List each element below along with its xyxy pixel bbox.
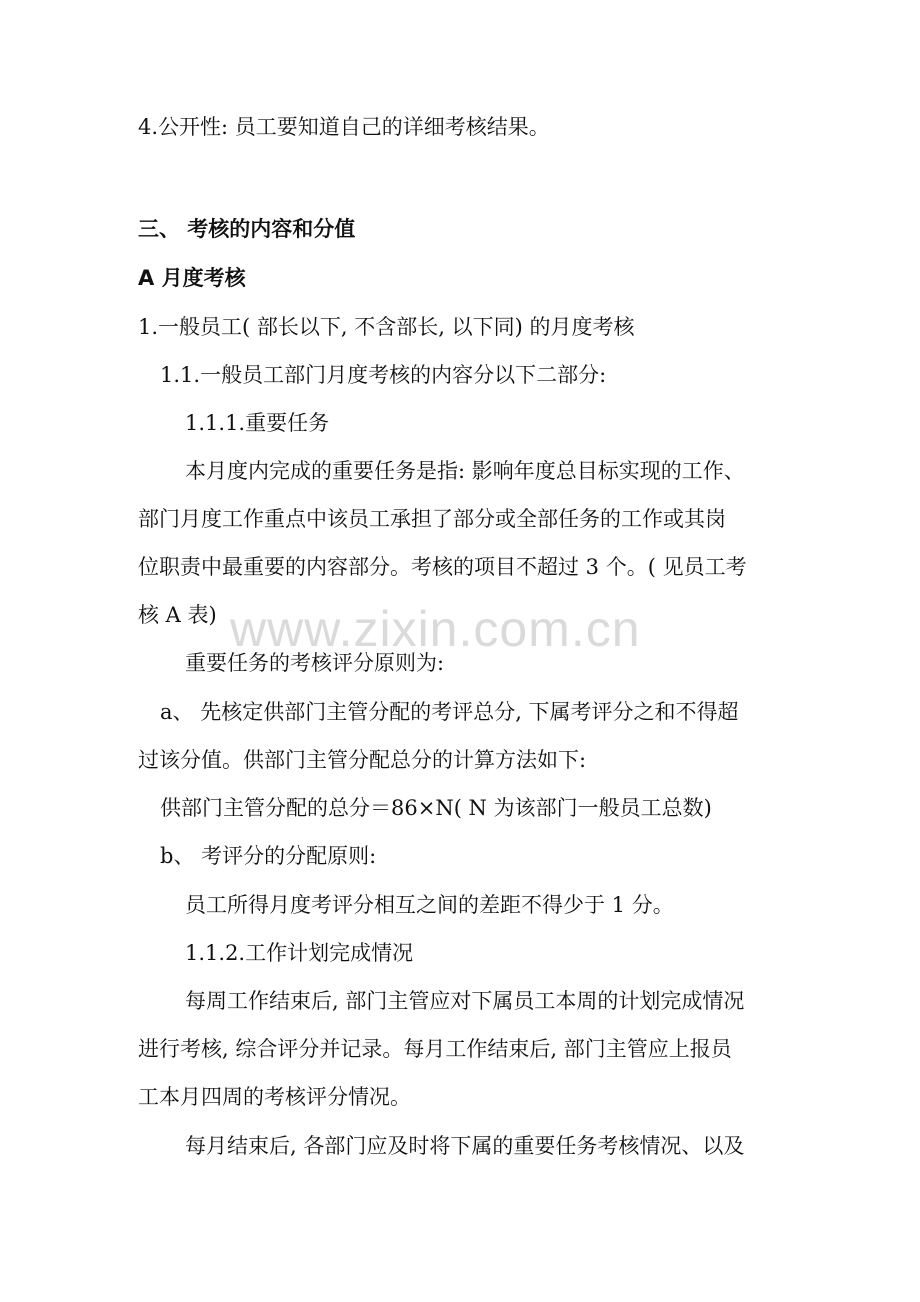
site-watermark: www.zixin.com.cn	[230, 601, 641, 657]
paragraph-important-tasks-line-4: 核 A 表)	[138, 603, 217, 627]
item-general-staff-monthly: 1.一般员工( 部长以下, 不含部长, 以下同) 的月度考核	[138, 315, 635, 339]
paragraph-weekly-line-3: 工本月四周的考核评分情况。	[138, 1085, 411, 1109]
paragraph-important-tasks-line-2: 部门月度工作重点中该员工承担了部分或全部任务的工作或其岗	[138, 507, 726, 531]
principle-b: b、 考评分的分配原则:	[160, 844, 377, 868]
subsection-heading-monthly-assessment: A 月度考核	[138, 266, 246, 290]
paragraph-important-tasks-line-1: 本月度内完成的重要任务是指: 影响年度总目标实现的工作、	[185, 459, 745, 483]
scoring-principles-heading: 重要任务的考核评分原则为:	[185, 651, 445, 675]
principle-a-line-2: 过该分值。供部门主管分配总分的计算方法如下:	[138, 748, 587, 772]
paragraph-monthly-end-line-1: 每月结束后, 各部门应及时将下属的重要任务考核情况、以及	[185, 1134, 745, 1158]
total-score-formula: 供部门主管分配的总分＝86×N( N 为该部门一般员工总数)	[160, 796, 712, 820]
item-1-1-1-important-tasks: 1.1.1.重要任务	[185, 411, 330, 435]
item-1-1-content-parts: 1.1.一般员工部门月度考核的内容分以下二部分:	[160, 363, 607, 387]
principle-a-line-1: a、 先核定供部门主管分配的考评总分, 下属考评分之和不得超	[160, 700, 739, 724]
paragraph-important-tasks-line-3: 位职责中最重要的内容部分。考核的项目不超过 3 个。( 见员工考	[138, 555, 747, 579]
paragraph-weekly-line-1: 每周工作结束后, 部门主管应对下属员工本周的计划完成情况	[185, 989, 745, 1013]
section-heading-content-and-score: 三、 考核的内容和分值	[138, 217, 356, 241]
item-1-1-2-plan-completion: 1.1.2.工作计划完成情况	[185, 941, 414, 965]
principle-openness: 4.公开性: 员工要知道自己的详细考核结果。	[138, 115, 550, 139]
score-gap-rule: 员工所得月度考评分相互之间的差距不得少于 1 分。	[185, 893, 674, 917]
paragraph-weekly-line-2: 进行考核, 综合评分并记录。每月工作结束后, 部门主管应上报员	[138, 1037, 732, 1061]
